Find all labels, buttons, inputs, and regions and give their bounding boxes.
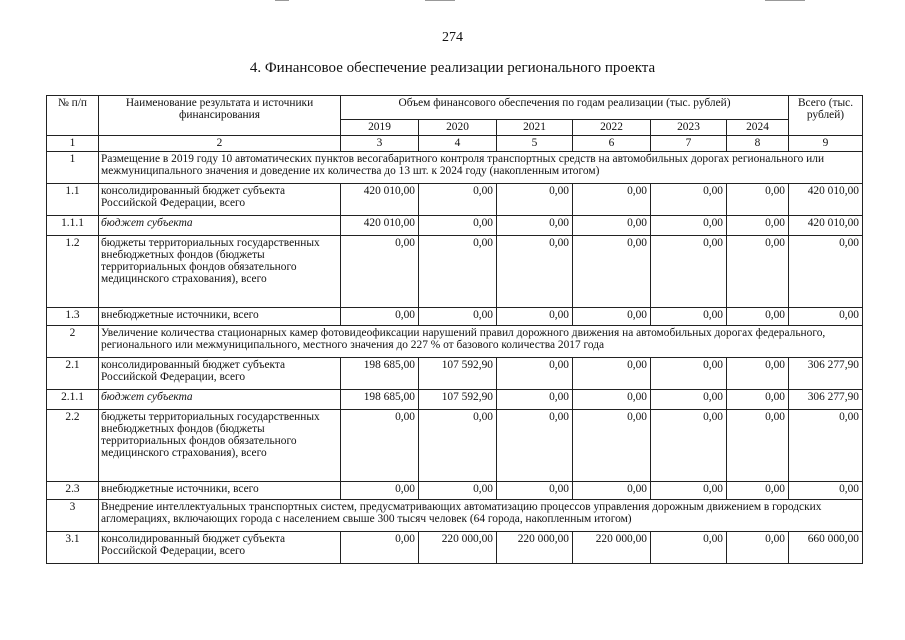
section-text: Размещение в 2019 году 10 автоматических пунктов весогабаритного контроля транспортных средств на автомобильных дорогах регионального или межмуниципального значения и доведение их количества до 13 шт. к 2024 году (накопленным итогом) [99, 152, 863, 184]
row-number: 1.1.1 [47, 216, 99, 236]
year-value: 0,00 [573, 410, 651, 482]
year-value: 0,00 [651, 308, 727, 326]
year-value: 220 000,00 [573, 532, 651, 564]
year-value: 0,00 [419, 184, 497, 216]
year-value: 0,00 [573, 308, 651, 326]
table-row [47, 308, 863, 326]
column-number: 7 [651, 136, 727, 152]
table-row [47, 390, 863, 410]
row-number: 2.3 [47, 482, 99, 500]
column-number-row [47, 136, 863, 152]
source-name: консолидированный бюджет субъекта Российской Федерации, всего [99, 184, 341, 216]
year-value: 0,00 [497, 410, 573, 482]
table-row [47, 532, 863, 564]
table-row [47, 216, 863, 236]
year-value: 0,00 [497, 216, 573, 236]
row-number: 1.2 [47, 236, 99, 308]
year-value: 0,00 [727, 184, 789, 216]
table-row [47, 236, 863, 308]
total-value: 0,00 [789, 410, 863, 482]
year-value: 0,00 [727, 216, 789, 236]
header-year: 2021 [497, 120, 573, 136]
header-year: 2024 [727, 120, 789, 136]
year-value: 0,00 [651, 532, 727, 564]
row-number: 2.1.1 [47, 390, 99, 410]
year-value: 0,00 [727, 532, 789, 564]
year-value: 0,00 [419, 216, 497, 236]
year-value: 0,00 [573, 482, 651, 500]
year-value: 0,00 [727, 308, 789, 326]
scan-artifact [425, 0, 455, 1]
year-value: 0,00 [651, 410, 727, 482]
total-value: 420 010,00 [789, 184, 863, 216]
year-value: 0,00 [573, 216, 651, 236]
year-value: 107 592,90 [419, 358, 497, 390]
total-value: 0,00 [789, 236, 863, 308]
year-value: 0,00 [651, 482, 727, 500]
year-value: 420 010,00 [341, 216, 419, 236]
year-value: 220 000,00 [497, 532, 573, 564]
year-value: 220 000,00 [419, 532, 497, 564]
total-value: 420 010,00 [789, 216, 863, 236]
year-value: 198 685,00 [341, 358, 419, 390]
header-year: 2019 [341, 120, 419, 136]
year-value: 0,00 [727, 236, 789, 308]
year-value: 0,00 [727, 482, 789, 500]
source-name: бюджеты территориальных государственных внебюджетных фондов (бюджеты территориальных фондов обязательного медицинского страхования), всего [99, 236, 341, 308]
column-number: 3 [341, 136, 419, 152]
year-value: 0,00 [727, 358, 789, 390]
total-value: 306 277,90 [789, 358, 863, 390]
year-value: 420 010,00 [341, 184, 419, 216]
total-value: 306 277,90 [789, 390, 863, 410]
section-text: Внедрение интеллектуальных транспортных систем, предусматривающих автоматизацию процессов управления дорожным движением в городских агломерациях, включающих города с населением свыше 300 тысяч человек (64 города, накопленным итогом) [99, 500, 863, 532]
year-value: 0,00 [651, 216, 727, 236]
table-row [47, 482, 863, 500]
financing-table [46, 95, 863, 564]
source-name: бюджеты территориальных государственных внебюджетных фондов (бюджеты территориальных фондов обязательного медицинского страхования), всего [99, 410, 341, 482]
header-year: 2020 [419, 120, 497, 136]
year-value: 0,00 [727, 390, 789, 410]
page-number: 274 [442, 30, 463, 45]
year-value: 0,00 [651, 236, 727, 308]
year-value: 0,00 [419, 308, 497, 326]
section-row [47, 500, 863, 532]
year-value: 0,00 [497, 236, 573, 308]
column-number: 4 [419, 136, 497, 152]
row-number: 1.1 [47, 184, 99, 216]
year-value: 0,00 [341, 410, 419, 482]
year-value: 198 685,00 [341, 390, 419, 410]
row-number: 1.3 [47, 308, 99, 326]
total-value: 660 000,00 [789, 532, 863, 564]
source-name: внебюджетные источники, всего [99, 308, 341, 326]
source-name: консолидированный бюджет субъекта Российской Федерации, всего [99, 532, 341, 564]
year-value: 0,00 [651, 184, 727, 216]
total-value: 0,00 [789, 482, 863, 500]
year-value: 0,00 [497, 358, 573, 390]
row-number: 3.1 [47, 532, 99, 564]
section-row [47, 326, 863, 358]
scan-artifact [765, 0, 805, 1]
year-value: 0,00 [573, 358, 651, 390]
year-value: 0,00 [341, 532, 419, 564]
year-value: 0,00 [573, 390, 651, 410]
year-value: 0,00 [651, 390, 727, 410]
section-title: 4. Финансовое обеспечение реализации регионального проекта [249, 60, 656, 76]
column-number: 6 [573, 136, 651, 152]
scan-artifact [275, 0, 289, 1]
header-name: Наименование результата и источники финансирования [99, 96, 341, 136]
year-value: 0,00 [419, 410, 497, 482]
year-value: 0,00 [651, 358, 727, 390]
row-number: 1 [47, 152, 99, 184]
header-year: 2022 [573, 120, 651, 136]
column-number: 8 [727, 136, 789, 152]
column-number: 9 [789, 136, 863, 152]
year-value: 0,00 [727, 410, 789, 482]
header-volume: Объем финансового обеспечения по годам реализации (тыс. рублей) [341, 96, 789, 120]
year-value: 0,00 [497, 390, 573, 410]
table-row [47, 410, 863, 482]
year-value: 0,00 [497, 308, 573, 326]
section-text: Увеличение количества стационарных камер фотовидеофиксации нарушений правил дорожного движения на автомобильных дорогах федерального, регионального или межмуниципального, местного значения до 227 % от базового количества 2017 года [99, 326, 863, 358]
total-value: 0,00 [789, 308, 863, 326]
year-value: 0,00 [419, 236, 497, 308]
header-total: Всего (тыс. рублей) [789, 96, 863, 136]
header-num: № п/п [47, 96, 99, 136]
source-name: бюджет субъекта [99, 216, 341, 236]
column-number: 1 [47, 136, 99, 152]
row-number: 2 [47, 326, 99, 358]
year-value: 0,00 [573, 236, 651, 308]
table-row [47, 358, 863, 390]
column-number: 2 [99, 136, 341, 152]
row-number: 2.1 [47, 358, 99, 390]
source-name: внебюджетные источники, всего [99, 482, 341, 500]
section-row [47, 152, 863, 184]
year-value: 0,00 [419, 482, 497, 500]
row-number: 2.2 [47, 410, 99, 482]
year-value: 0,00 [341, 236, 419, 308]
source-name: бюджет субъекта [99, 390, 341, 410]
table-row [47, 184, 863, 216]
header-year: 2023 [651, 120, 727, 136]
year-value: 0,00 [341, 308, 419, 326]
year-value: 0,00 [341, 482, 419, 500]
year-value: 107 592,90 [419, 390, 497, 410]
source-name: консолидированный бюджет субъекта Российской Федерации, всего [99, 358, 341, 390]
column-number: 5 [497, 136, 573, 152]
row-number: 3 [47, 500, 99, 532]
year-value: 0,00 [573, 184, 651, 216]
year-value: 0,00 [497, 184, 573, 216]
year-value: 0,00 [497, 482, 573, 500]
